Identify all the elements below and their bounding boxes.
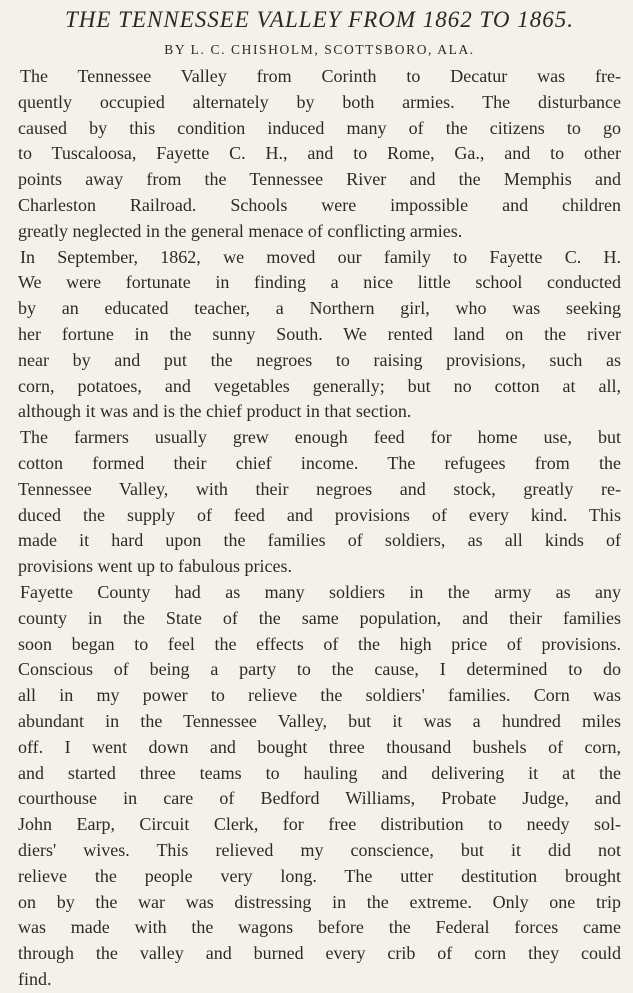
text-line: near by and put the negroes to raising provisions, such as xyxy=(18,349,621,370)
text-line: Fayette County had as many soldiers in the army as any xyxy=(20,581,621,602)
text-line: relieve the people very long. The utter destitution brought xyxy=(18,865,621,886)
text-line: find. xyxy=(18,968,52,989)
text-line: county in the State of the same population, and their families xyxy=(18,607,621,628)
text-line: her fortune in the sunny South. We rented land on the river xyxy=(18,323,621,344)
text-line: through the valley and burned every crib of corn they could xyxy=(18,943,621,964)
text-line: Conscious of being a party to the cause, I determined to do xyxy=(18,659,621,680)
article-title: THE TENNESSEE VALLEY FROM 1862 TO 1865. xyxy=(64,7,575,32)
text-line: diers' wives. This relieved my conscience, but it did not xyxy=(18,839,621,860)
text-line: all in my power to relieve the soldiers' families. Corn was xyxy=(18,685,621,706)
text-line: soon began to feel the effects of the high price of provisions. xyxy=(18,633,621,654)
paragraph xyxy=(18,580,621,993)
text-line: caused by this condition induced many of the citizens to go xyxy=(18,117,621,138)
article-byline: BY L. C. CHISHOLM, SCOTTSBORO, ALA. xyxy=(164,42,475,57)
text-line: abundant in the Tennessee Valley, but it was a hundred miles xyxy=(18,710,621,731)
text-line: made it hard upon the families of soldiers, as all kinds of xyxy=(18,530,621,551)
text-line: The Tennessee Valley from Corinth to Decatur was fre- xyxy=(20,66,621,86)
text-line: off. I went down and bought three thousand bushels of corn, xyxy=(18,736,621,757)
text-line: corn, potatoes, and vegetables generally; but no cotton at all, xyxy=(18,375,621,396)
text-line: cotton formed their chief income. The refugees from the xyxy=(18,452,621,473)
text-line: on by the war was distressing in the extreme. Only one trip xyxy=(18,891,621,912)
text-line: provisions went up to fabulous prices. xyxy=(18,556,292,577)
text-line: In September, 1862, we moved our family to Fayette C. H. xyxy=(20,246,621,267)
text-line: Charleston Railroad. Schools were impossible and children xyxy=(18,194,621,215)
text-line: greatly neglected in the general menace of conflicting armies. xyxy=(18,220,463,241)
paragraph xyxy=(18,425,621,580)
text-line: and started three teams to hauling and delivering it at the xyxy=(18,762,621,783)
text-line: The farmers usually grew enough feed for home use, but xyxy=(20,427,621,448)
text-line: points away from the Tennessee River and the Memphis and xyxy=(18,169,621,190)
paragraph xyxy=(18,245,621,426)
text-line: Tennessee Valley, with their negroes and stock, greatly re- xyxy=(18,478,621,499)
article-body xyxy=(18,64,621,993)
text-line: duced the supply of feed and provisions of every kind. This xyxy=(18,504,621,525)
text-line: by an educated teacher, a Northern girl, who was seeking xyxy=(18,298,621,319)
text-line: courthouse in care of Bedford Williams, Probate Judge, and xyxy=(18,788,621,809)
text-line: quently occupied alternately by both armies. The disturbance xyxy=(18,91,621,112)
text-line: to Tuscaloosa, Fayette C. H., and to Rome, Ga., and to other xyxy=(18,143,621,164)
paragraph xyxy=(18,64,621,245)
text-line: John Earp, Circuit Clerk, for free distribution to needy sol- xyxy=(18,814,621,835)
text-line: was made with the wagons before the Federal forces came xyxy=(18,917,621,938)
text-line: We were fortunate in finding a nice little school conducted xyxy=(18,272,621,293)
text-line: although it was and is the chief product in that section. xyxy=(18,401,412,422)
